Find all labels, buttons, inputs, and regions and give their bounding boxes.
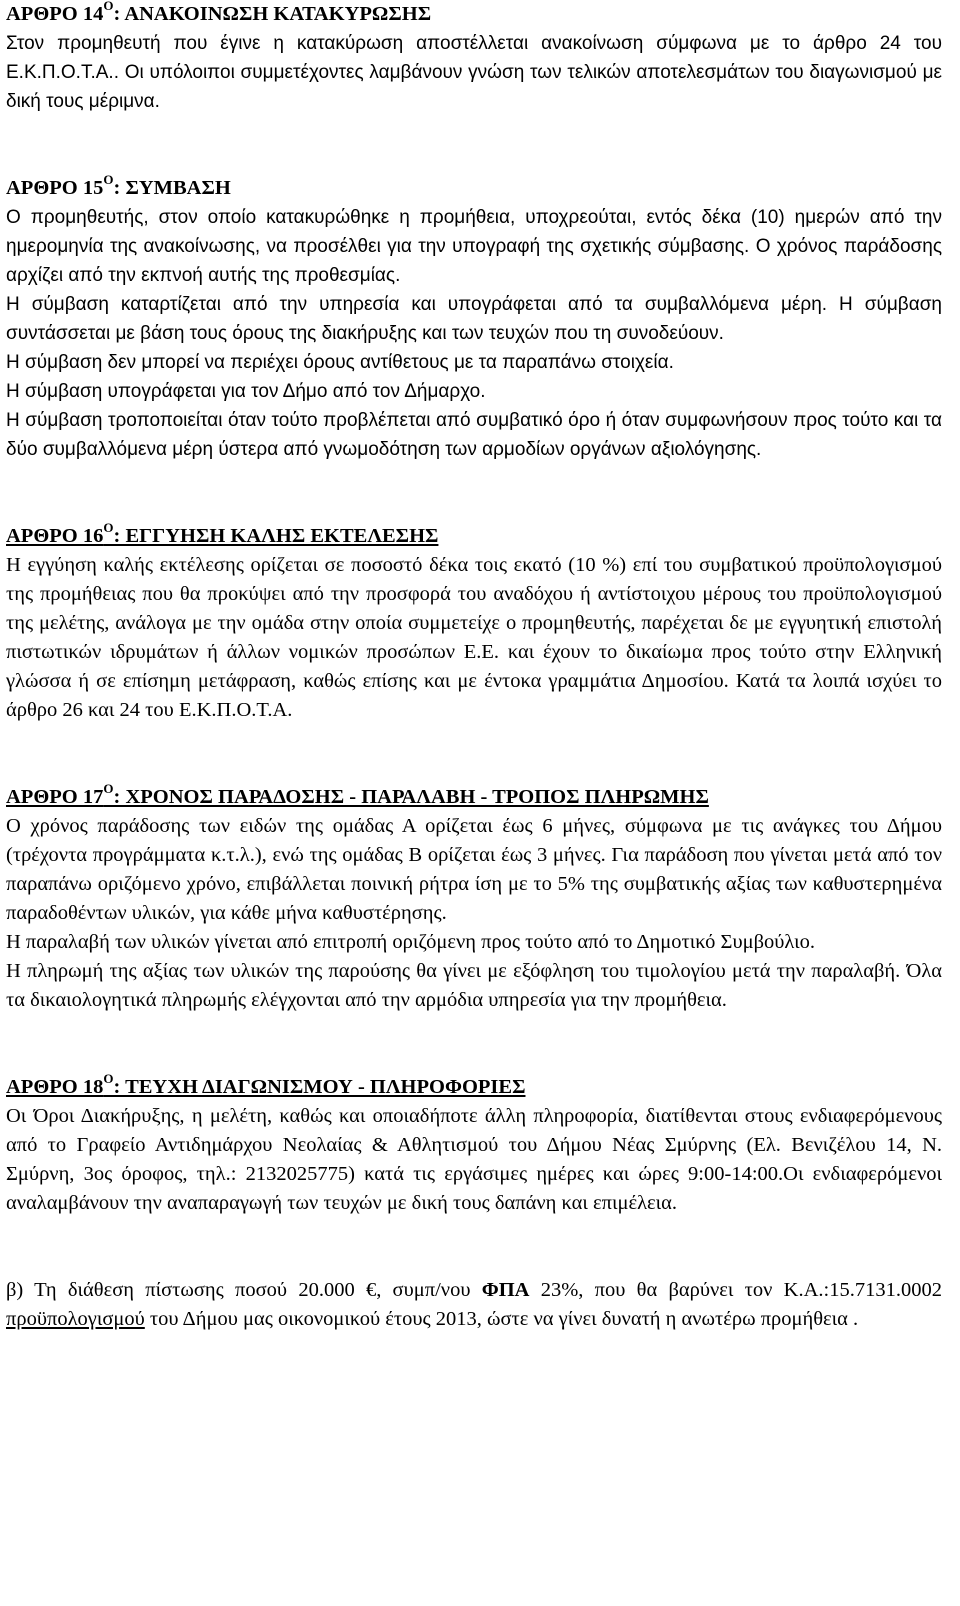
article-17-heading (6, 783, 942, 812)
article-15-title-sup: Ο (103, 172, 114, 188)
article-16 (6, 522, 942, 725)
article-16-paragraph: Η εγγύηση καλής εκτέλεσης ορίζεται σε ποσοστό δέκα τοις εκατό (10 %) επί του συμβατικού προϋπολογισμού της προμήθειας που θα προκύψει από την προσφορά του αναδόχου ή αντίστοιχου μέρους του προϋπολογισμού της μελέτης, ανάλογα με την ομάδα στην οποία συμμετείχε ο προμηθευτής, παρέχεται δε με εγγυητική επιστολή πιστωτικών ιδρυμάτων ή άλλων νομικών προσώπων Ε.Ε. και έχουν το δικαίωμα προς τούτο στην Ελληνική γλώσσα ή σε επίσημη μετάφραση, καθώς επίσης και με έντοκα γραμμάτια Δημοσίου. Κατά τα λοιπά ισχύει το άρθρο 26 και 24 του Ε.Κ.Π.Ο.Τ.Α. (6, 554, 942, 721)
article-16-title-sup: Ο (103, 520, 114, 536)
article-14-title-number: ΑΡΘΡΟ 14 (6, 3, 104, 25)
closing-paragraph (6, 1276, 942, 1334)
closing-text-end: του Δήμου μας οικονομικού έτους 2013, ώστε να γίνει δυνατή η ανωτέρω προμήθεια . (144, 1308, 859, 1330)
article-15-paragraph-5: Η σύμβαση τροποποιείται όταν τούτο προβλέπεται από συμβατικό όρο ή όταν συμφωνήσουν προς τούτο και τα δύο συμβαλλόμενα μέρη ύστερα από γνωμοδότηση των αρμοδίων οργάνων αξιολόγησης. (6, 410, 942, 460)
article-18-title-text: : ΤΕΥΧΗ ΔΙΑΓΩΝΙΣΜΟΥ - ΠΛΗΡΟΦΟΡΙΕΣ (113, 1076, 526, 1098)
article-14 (6, 0, 942, 116)
article-18-title-sup: Ο (103, 1071, 114, 1087)
article-15-paragraph-2: Η σύμβαση καταρτίζεται από την υπηρεσία και υπογράφεται από τα συμβαλλόμενα μέρη. Η σύμβαση συντάσσεται με βάση τους όρους της διακήρυξης και των τευχών που τη συνοδεύουν. (6, 294, 942, 344)
article-14-title-text: : ΑΝΑΚΟΙΝΩΣΗ ΚΑΤΑΚΥΡΩΣΗΣ (113, 3, 432, 25)
article-18-paragraph: Οι Όροι Διακήρυξης, η μελέτη, καθώς και οποιαδήποτε άλλη πληροφορία, διατίθενται στους ενδιαφερόμενους από το Γραφείο Αντιδημάρχου Νεολαίας & Αθλητισμού του Δήμου Νέας Σμύρνης (Ελ. Βενιζέλου 14, Ν. Σμύρνη, 3ος όροφος, τηλ.: 2132025775) κατά τις εργάσιμες ημέρες και ώρες 9:00-14:00.Οι ενδιαφερόμενοι αναλαμβάνουν την αναπαραγωγή των τευχών με δική τους δαπάνη και επιμέλεια. (6, 1105, 942, 1214)
article-14-heading (6, 0, 942, 29)
article-15-paragraph-1: Ο προμηθευτής, στον οποίο κατακυρώθηκε η προμήθεια, υποχρεούται, εντός δέκα (10) ημερών από την ημερομηνία της ανακοίνωσης, να προσέλθει για την υπογραφή της σχετικής σύμβασης. Ο χρόνος παράδοσης αρχίζει από την εκπνοή αυτής της προθεσμίας. (6, 207, 942, 286)
article-14-paragraph: Στον προμηθευτή που έγινε η κατακύρωση αποστέλλεται ανακοίνωση σύμφωνα με το άρθρο 24 του Ε.Κ.Π.Ο.Τ.Α.. Οι υπόλοιποι συμμετέχοντες λαμβάνουν γνώση των τελικών αποτελεσμάτων του διαγωνισμού με δική τους μέριμνα. (6, 33, 942, 112)
closing-clause (6, 1276, 942, 1334)
closing-text-start: β) Τη διάθεση πίστωσης ποσού 20.000 €, συμπ/νου (6, 1279, 482, 1301)
article-14-title-sup: Ο (103, 0, 114, 14)
article-16-title-text: : ΕΓΓΥΗΣΗ ΚΑΛΗΣ ΕΚΤΕΛΕΣΗΣ (113, 525, 439, 547)
article-15-heading (6, 174, 942, 203)
closing-fpa: ΦΠΑ (481, 1279, 530, 1301)
article-16-title-number: ΑΡΘΡΟ 16 (6, 525, 104, 547)
article-16-heading (6, 522, 942, 551)
article-15-title-text: : ΣΥΜΒΑΣΗ (113, 177, 231, 199)
article-17 (6, 783, 942, 1015)
article-15-paragraph-3: Η σύμβαση δεν μπορεί να περιέχει όρους αντίθετους με τα παραπάνω στοιχεία. (6, 352, 674, 373)
closing-text-mid: 23%, που θα βαρύνει τον Κ.Α.:15.7131.0002 (529, 1279, 942, 1301)
article-15-title-number: ΑΡΘΡΟ 15 (6, 177, 104, 199)
article-17-paragraph-1: Ο χρόνος παράδοσης των ειδών της ομάδας Α ορίζεται έως 6 μήνες, σύμφωνα με τις ανάγκες του Δήμου (τρέχοντα προγράμματα κ.τ.λ.), ενώ της ομάδας Β ορίζεται έως 3 μήνες. Για παράδοση που γίνεται μετά από τον παραπάνω οριζόμενο χρόνο, επιβάλλεται ποινική ρήτρα ίση με το 5% της συμβατικής αξίας των καθυστερημένα παραδοθέντων υλικών, για κάθε μήνα καθυστέρησης. (6, 815, 942, 924)
article-17-title-text: : ΧΡΟΝΟΣ ΠΑΡΑΔΟΣΗΣ - ΠΑΡΑΛΑΒΗ - ΤΡΟΠΟΣ ΠΛΗΡΩΜΗΣ (113, 786, 709, 808)
article-17-paragraph-2: Η παραλαβή των υλικών γίνεται από επιτροπή οριζόμενη προς τούτο από το Δημοτικό Συμβούλιο. (6, 931, 815, 953)
article-15 (6, 174, 942, 464)
article-17-title-sup: Ο (103, 781, 114, 797)
article-18 (6, 1073, 942, 1218)
article-17-paragraph-3: Η πληρωμή της αξίας των υλικών της παρούσης θα γίνει με εξόφληση του τιμολογίου μετά την παραλαβή. Όλα τα δικαιολογητικά πληρωμής ελέγχονται από την αρμόδια υπηρεσία για την προμήθεια. (6, 960, 942, 1011)
article-18-title-number: ΑΡΘΡΟ 18 (6, 1076, 104, 1098)
article-17-title-number: ΑΡΘΡΟ 17 (6, 786, 104, 808)
article-15-paragraph-4: Η σύμβαση υπογράφεται για τον Δήμο από τον Δήμαρχο. (6, 381, 486, 402)
article-18-heading (6, 1073, 942, 1102)
closing-budget-word: προϋπολογισμού (6, 1308, 145, 1330)
